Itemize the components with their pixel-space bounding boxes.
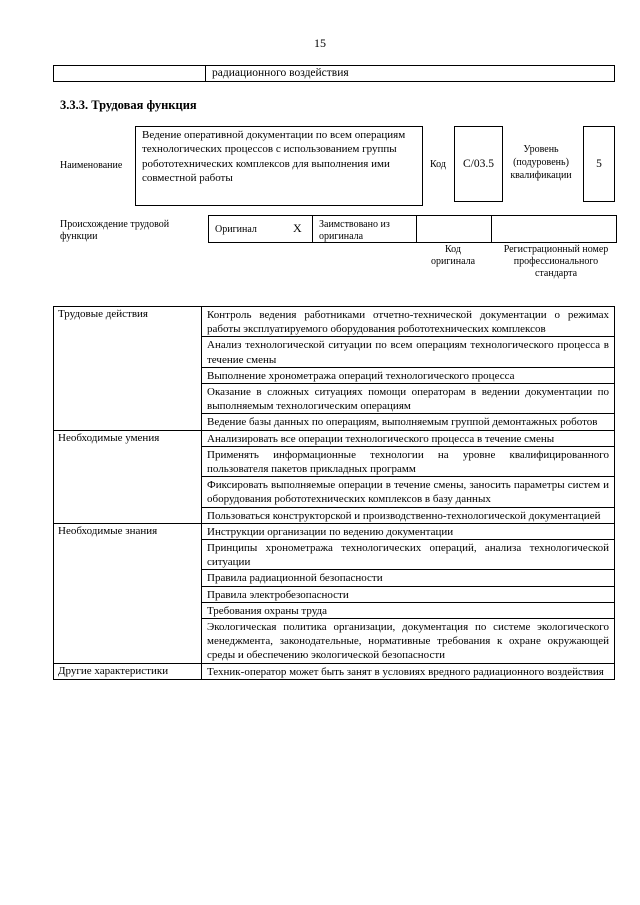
row-item: Ведение базы данных по операциям, выполняемым группой демонтажных роботов bbox=[202, 414, 615, 430]
row-item: Принципы хронометража технологических операций, анализа технологической ситуации bbox=[202, 540, 615, 570]
code-original-label: Код оригинала bbox=[430, 244, 476, 267]
row-item: Правила электробезопасности bbox=[202, 586, 615, 602]
section-title: 3.3.3. Трудовая функция bbox=[60, 98, 197, 112]
row-item: Пользоваться конструкторской и производственно-технологической документацией bbox=[202, 507, 615, 523]
row-item: Оказание в сложных ситуациях помощи операторам в ведении документации по выполняемым технологическим операциям bbox=[202, 384, 615, 414]
borrowed-label: Заимствовано из оригинала bbox=[319, 219, 390, 242]
page-number: 15 bbox=[314, 36, 326, 50]
table-row bbox=[54, 523, 615, 539]
origin-row bbox=[208, 215, 617, 243]
row-item: Экологическая политика организации, документация по системе экологического менеджмента, законодательные, нормативные требования к охране окружающей среды и обеспечению экологической безопасности bbox=[202, 619, 615, 664]
original-label: Оригинал bbox=[215, 224, 257, 235]
row-item: Анализ технологической ситуации по всем операциям технологического процесса в течение смены bbox=[202, 337, 615, 367]
row-item: Анализировать все операции технологического процесса в течение смены bbox=[202, 430, 615, 446]
table-row bbox=[54, 430, 615, 446]
row-item: Техник-оператор может быть занят в условиях вредного радиационного воздействия bbox=[202, 663, 615, 679]
level-value: 5 bbox=[583, 126, 615, 202]
continuation-row bbox=[53, 65, 615, 82]
function-table bbox=[53, 306, 615, 680]
name-box bbox=[135, 126, 423, 206]
row-group-label: Другие характеристики bbox=[54, 663, 202, 679]
continuation-text: радиационного воздействия bbox=[212, 67, 349, 79]
row-item: Инструкции организации по ведению документации bbox=[202, 523, 615, 539]
table-row bbox=[54, 307, 615, 337]
origin-label: Происхождение трудовой функции bbox=[60, 219, 170, 242]
row-item: Требования охраны труда bbox=[202, 602, 615, 618]
row-group-label: Необходимые умения bbox=[54, 430, 202, 523]
row-item: Контроль ведения работниками отчетно-технической документации о режимах работы эксплуатируемого оборудования робототехнических комплексов bbox=[202, 307, 615, 337]
row-group-label: Трудовые действия bbox=[54, 307, 202, 431]
reg-number-label: Регистрационный номер профессионального стандарта bbox=[503, 244, 609, 279]
level-label: Уровень (подуровень) квалификации bbox=[510, 144, 572, 181]
row-group-label: Необходимые знания bbox=[54, 523, 202, 663]
code-label: Код bbox=[430, 159, 446, 170]
row-item: Выполнение хронометража операций технологического процесса bbox=[202, 367, 615, 383]
row-item: Правила радиационной безопасности bbox=[202, 570, 615, 586]
table-row bbox=[54, 663, 615, 679]
original-mark: X bbox=[293, 221, 302, 235]
code-value: С/03.5 bbox=[454, 126, 503, 202]
name-value: Ведение оперативной документации по всем операциям технологических процессов с использованием группы робототехнических комплексов для выполнения ими совместной работы bbox=[142, 129, 406, 184]
row-item: Фиксировать выполняемые операции в течение смены, заносить параметры систем и оборудования робототехнических комплексов в базу данных bbox=[202, 477, 615, 507]
row-item: Применять информационные технологии на уровне квалифицированного пользователя пакетов прикладных программ bbox=[202, 446, 615, 476]
name-label: Наименование bbox=[60, 160, 123, 171]
